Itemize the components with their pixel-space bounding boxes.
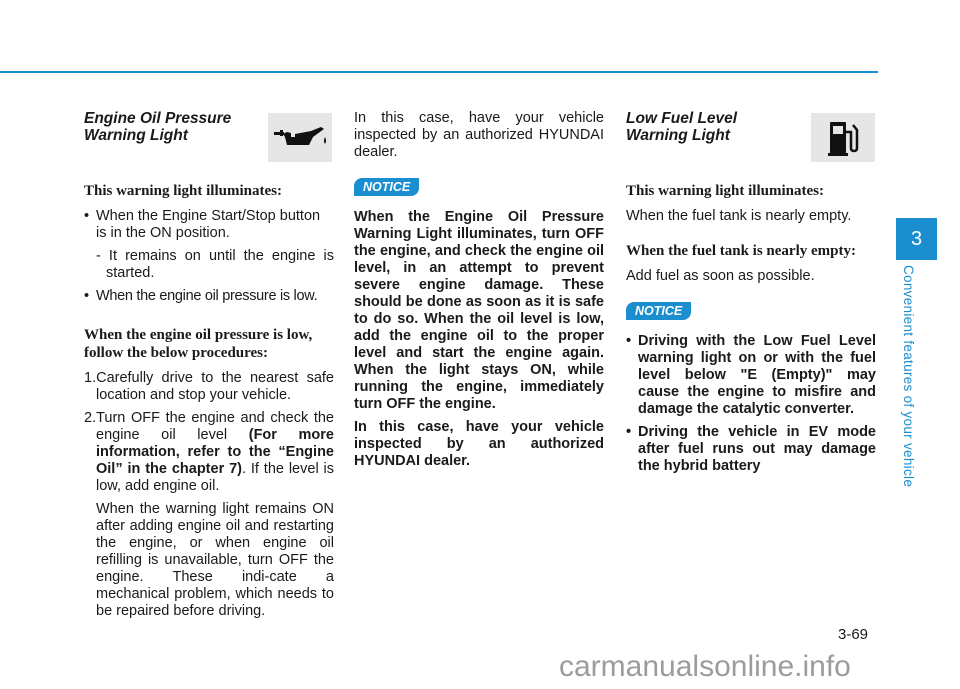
title-line1: Engine Oil Pressure [84,110,232,127]
sub-remains-on: - It remains on until the engine is started. [96,248,334,281]
section-title-oil-pressure [84,110,249,144]
low-fuel-warning-light [811,113,875,162]
fuel-empty-heading: When the fuel tank is nearly empty: [626,243,856,259]
notice-bullet-ev-mode: • Driving the vehicle in EV mode after fuel runs out may damage the hybrid battery [626,424,876,475]
page-number: 3-69 [838,626,869,643]
inspect-paragraph: In this case, have your vehicle inspected by an authorized HYUNDAI dealer. [354,110,604,160]
notice-bullet-misfire: • Driving with the Low Fuel Level warning light on or with the fuel level below "E (Empty)" may cause the engine to misfire and damage the catalytic converter. [626,333,876,418]
step-2-reference: (For more information, refer to the “Engine Oil” in the chapter 7) [96,427,334,477]
oil-pressure-warning-light [268,113,332,162]
step-2-text: 2.Turn OFF the engine and check the engine oil level [84,410,334,443]
top-rule [0,71,878,73]
bullet-oil-low: • When the engine oil pressure is low. [84,288,334,305]
chapter-tab: 3 [896,218,937,260]
fuel-empty-text: Add fuel as soon as possible. [626,268,815,284]
step-2 [84,410,334,495]
column-low-fuel [626,110,876,475]
watermark[interactable]: carmanualsonline.info [559,650,851,683]
notice-paragraph-2: In this case, have your vehicle inspected by an authorized HYUNDAI dealer. [354,419,604,469]
column-engine-oil [84,110,334,620]
oil-can-icon [271,123,329,153]
fuel-illuminates-heading: This warning light illuminates: [626,183,824,199]
title-line1: Low Fuel Level [626,110,738,127]
fuel-illuminates-text: When the fuel tank is nearly empty. [626,208,852,224]
notice-badge: NOTICE [354,178,419,196]
step-2-paragraph: When the warning light remains ON after adding engine oil and restarting the engine, or when engine oil refilling is unavailable, turn OFF the engine. These indi-cate a mechanical problem, which needs to be repaired before driving. [96,501,334,619]
procedure-heading: When the engine oil pressure is low, follow the below procedures: [84,327,313,361]
notice-paragraph-1: When the Engine Oil Pressure Warning Light illuminates, turn OFF the engine, and check the engine oil level, in an attempt to prevent severe engine damage. These should be done as soon as it is safe to do so. When the oil level is low, add the engine oil to the proper level and start the engine again. When the light stays ON, while running the engine, immediately turn OFF the engine. [354,209,604,412]
step-2-text-end: . If the level is low, add engine oil. [96,461,335,494]
fuel-pump-icon [826,118,860,158]
bullet-start-stop: • When the Engine Start/Stop button is in the ON position. [84,208,334,242]
illuminates-heading: This warning light illuminates: [84,183,282,199]
column-notice [354,110,604,470]
title-line2: Warning Light [626,127,730,144]
title-line2: Warning Light [84,127,188,144]
chapter-title: Convenient features of your vehicle [901,265,916,488]
notice-badge: NOTICE [626,302,691,320]
step-1: 1.Carefully drive to the nearest safe location and stop your vehicle. [84,370,334,403]
section-title-low-fuel [626,110,791,144]
